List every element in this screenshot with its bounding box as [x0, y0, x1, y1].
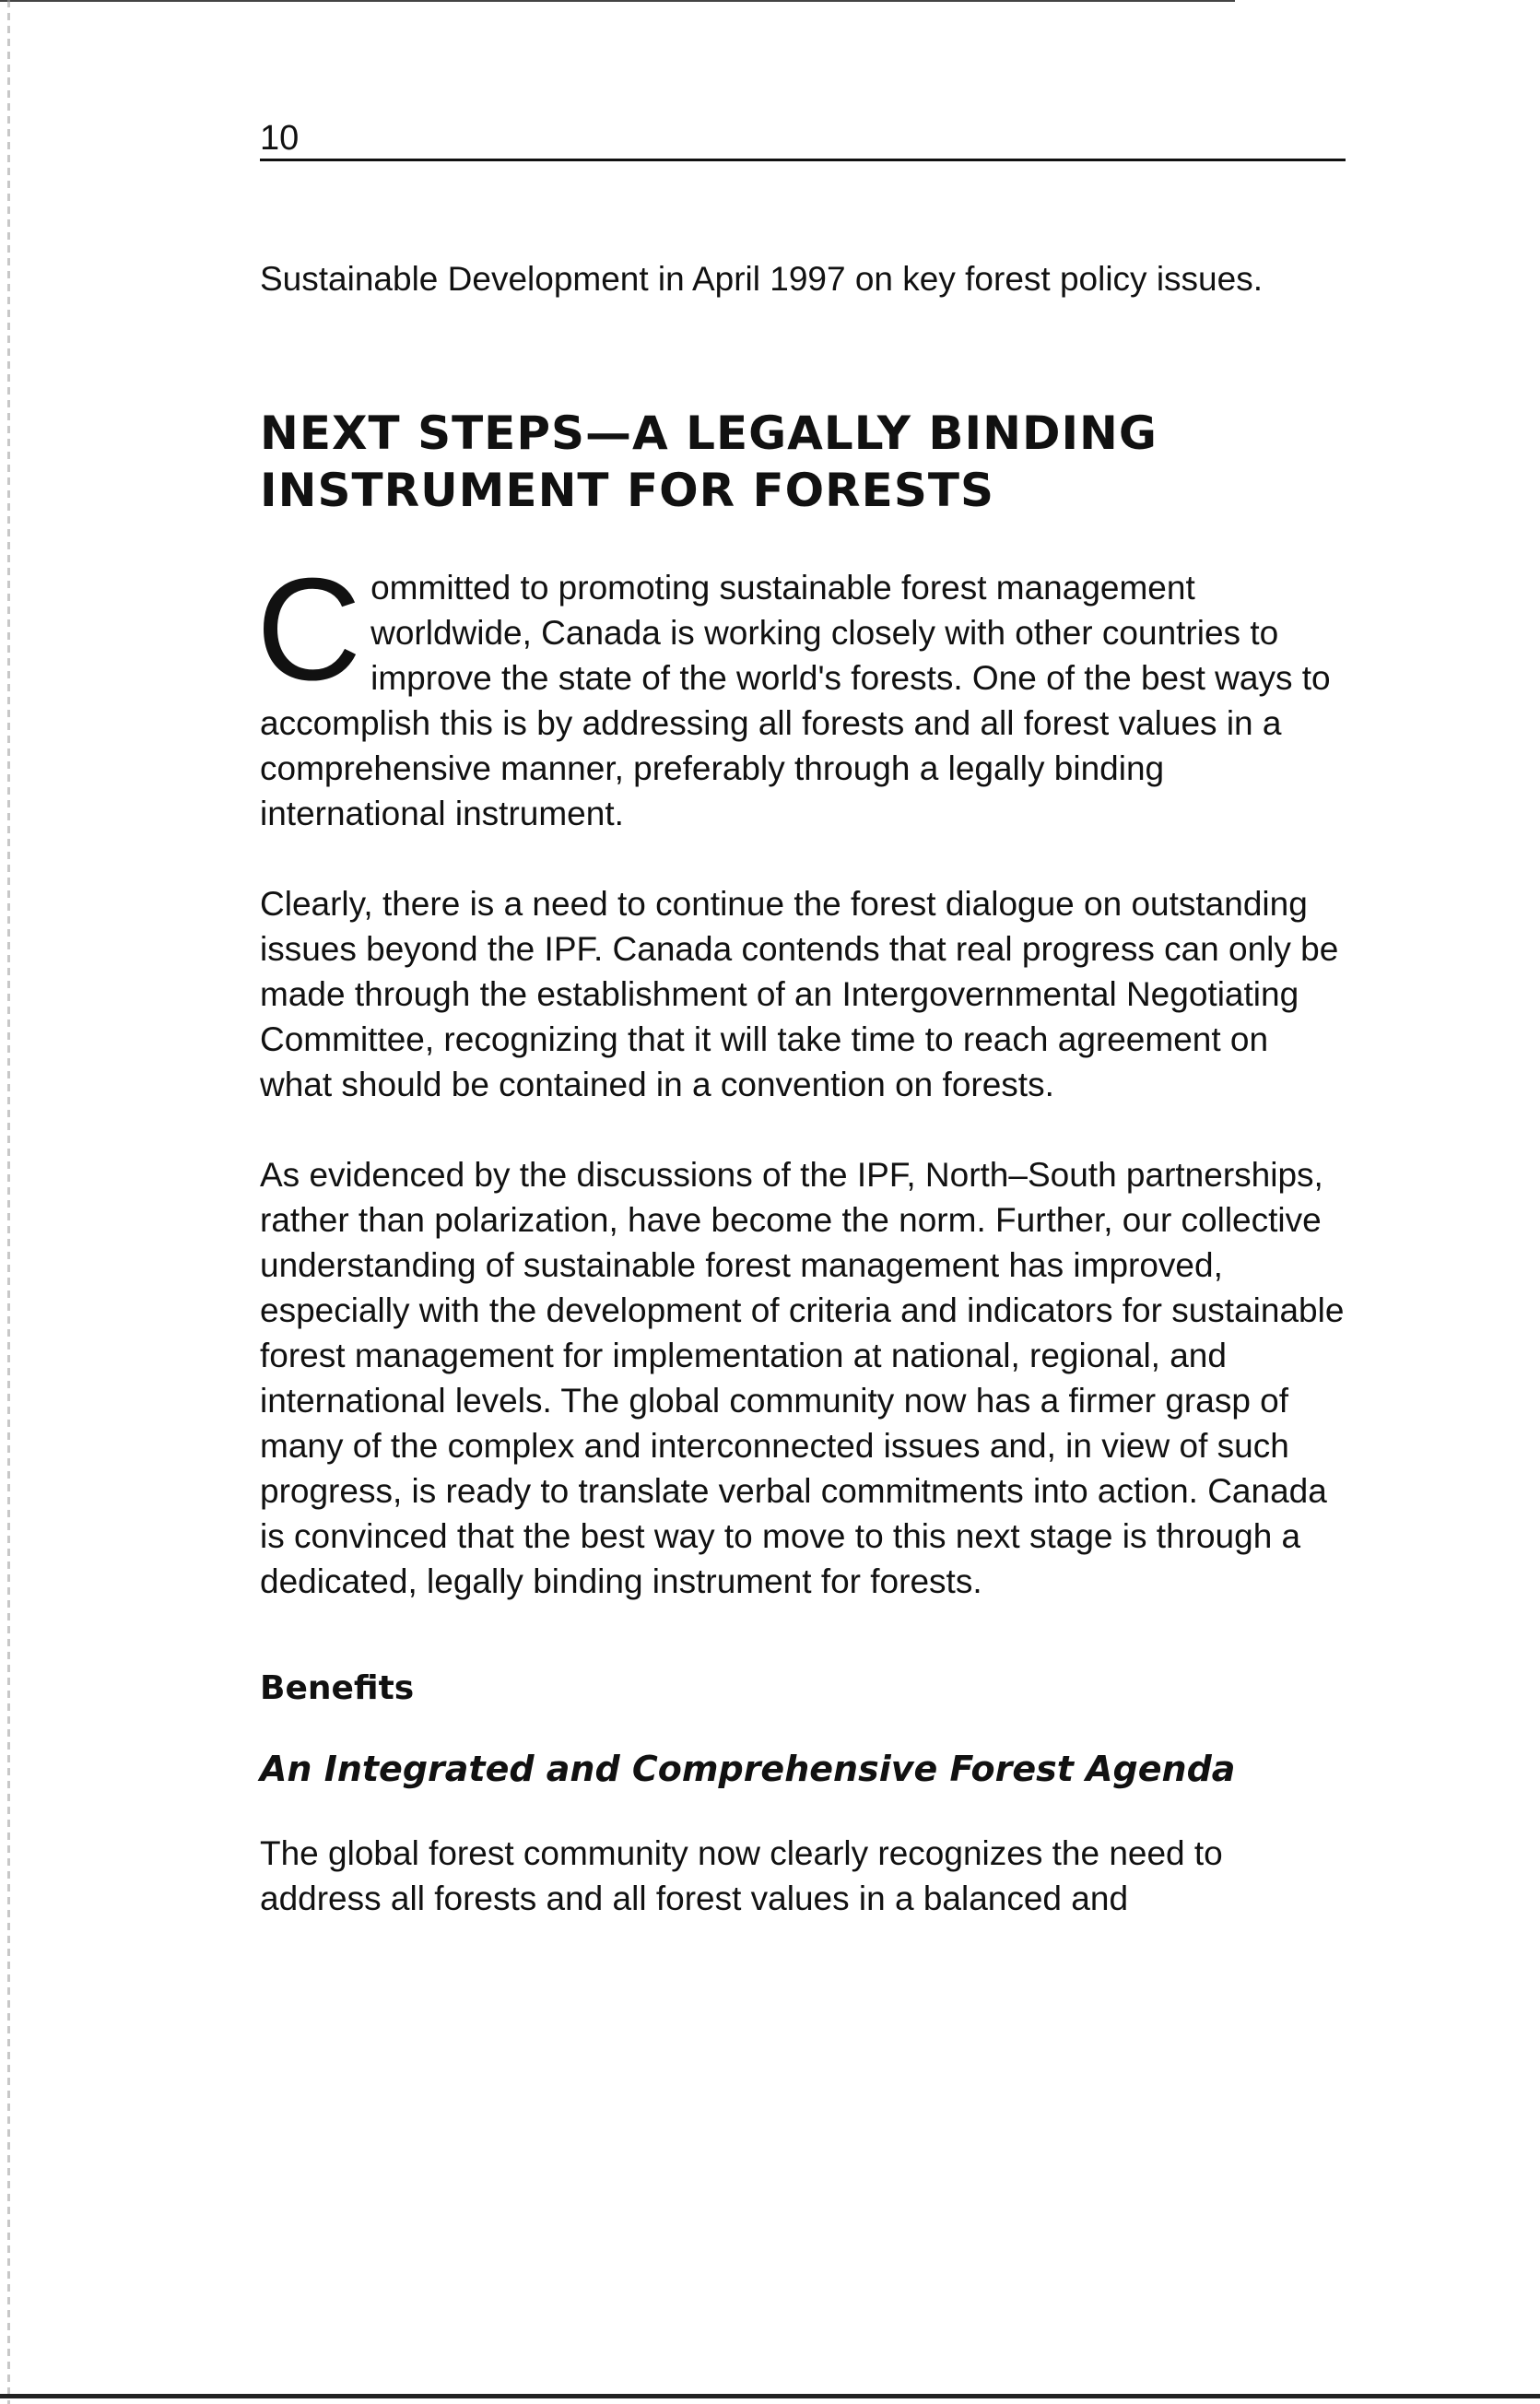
paragraph-committed: [256, 548, 1346, 836]
forest-agenda-heading: An Integrated and Comprehensive Forest Agenda: [260, 1749, 1236, 1789]
drop-cap: C: [256, 548, 362, 711]
page-bottom-edge: [0, 2394, 1540, 2398]
page-top-edge: [0, 0, 1235, 2]
page-header: [260, 118, 1346, 161]
paragraph-global-forest: The global forest community now clearly recognizes the need to address all forests and all forest values in a balanced and: [260, 1834, 1223, 1917]
intro-paragraph: Sustainable Development in April 1997 on key forest policy issues.: [260, 260, 1263, 298]
benefits-heading: Benefits: [260, 1669, 415, 1707]
section-heading: NEXT STEPS—A LEGALLY BINDING INSTRUMENT FOR FORESTS: [260, 407, 1158, 517]
paragraph-committed-text: ommitted to promoting sustainable forest management worldwide, Canada is working closely with other countries to improve the state of the world's forests. One of the best ways to accomplish this is by addressing all forests and all forest values in a comprehensive manner, preferably through a legally binding international instrument.: [260, 569, 1331, 832]
page-content: [256, 256, 1346, 1966]
page-number: 10: [260, 119, 300, 158]
binding-edge: [7, 0, 10, 2404]
paragraph-evidenced: As evidenced by the discussions of the IPF, North–South partnerships, rather than polarization, have become the norm. Further, our collective understanding of sustainable forest management has improved, especially with the development of criteria and indicators for sustainable forest management for implementation at national, regional, and international levels. The global community now has a firmer grasp of many of the complex and interconnected issues and, in view of such progress, is ready to translate verbal commitments into action. Canada is convinced that the best way to move to this next stage is through a dedicated, legally binding instrument for forests.: [260, 1156, 1345, 1600]
paragraph-clearly: Clearly, there is a need to continue the forest dialogue on outstanding issues beyond the IPF. Canada contends that real progress can only be made through the establishment of an Intergovernmental Negotiating Committee, recognizing that it will take time to reach agreement on what should be contained in a convention on forests.: [260, 885, 1339, 1103]
